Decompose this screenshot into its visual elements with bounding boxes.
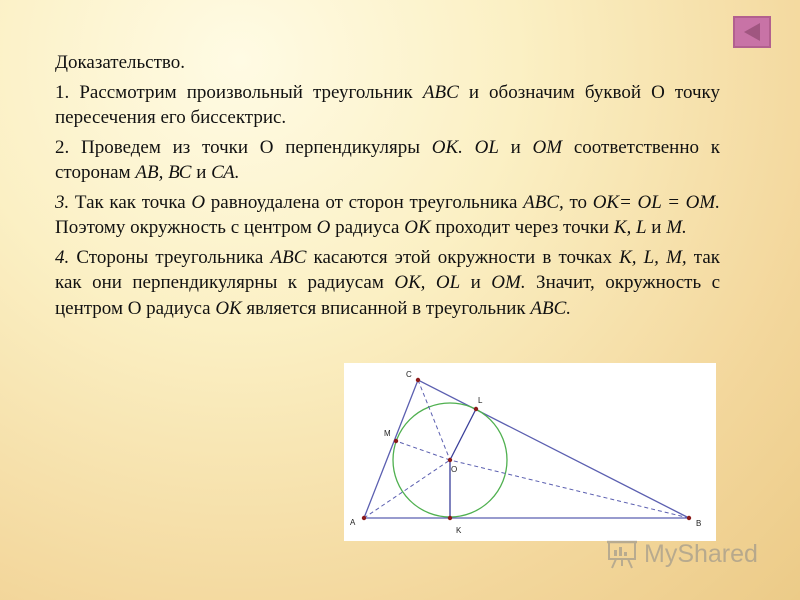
presentation-board-icon (606, 538, 638, 570)
point-k (448, 516, 452, 520)
bisector-a (364, 460, 450, 518)
label-k: K (456, 526, 462, 535)
radius-om (396, 441, 450, 460)
point-a (362, 516, 366, 520)
proof-text (55, 50, 720, 325)
label-o: O (451, 465, 458, 474)
proof-step-4: 4. Стороны треугольника ABC касаются этой окружности в точках К, L, М, так как они перпендикулярны к радиусам ОК, OL и ОМ. Значит, окружность с центром О радиуса ОК является вписанной в треугольник ABC. (55, 246, 721, 319)
radius-ol (450, 409, 476, 460)
label-m: M (384, 429, 391, 438)
back-arrow-icon (740, 21, 764, 43)
bisector-c (418, 380, 450, 460)
myshared-watermark (606, 536, 758, 572)
label-b: B (696, 519, 702, 528)
proof-step-2: 2. Проведем из точки О перпендикуляры ОК. OL и ОМ соответственно к сторонам АВ, ВС и СА. (55, 136, 720, 183)
incircle-diagram (344, 363, 716, 541)
watermark-text: MyShared (644, 539, 758, 568)
back-button[interactable] (733, 16, 771, 48)
triangle-abc (364, 380, 689, 518)
point-l (474, 407, 478, 411)
proof-step-3: 3. Так как точка О равноудалена от сторон треугольника ABC, то ОК= OL = ОМ. Поэтому окружность с центром О радиуса ОК проходит через точки К, L и М. (55, 191, 720, 238)
bisector-b (450, 460, 689, 518)
point-c (416, 378, 420, 382)
proof-step-1: 1. Рассмотрим произвольный треугольник ABC и обозначим буквой О точку пересечения его биссектрис. (55, 81, 720, 128)
label-l: L (478, 396, 483, 405)
label-a: A (350, 518, 356, 527)
point-b (687, 516, 691, 520)
point-m (394, 439, 398, 443)
proof-heading: Доказательство. (55, 52, 185, 73)
label-c: C (406, 370, 412, 379)
point-o (448, 458, 452, 462)
